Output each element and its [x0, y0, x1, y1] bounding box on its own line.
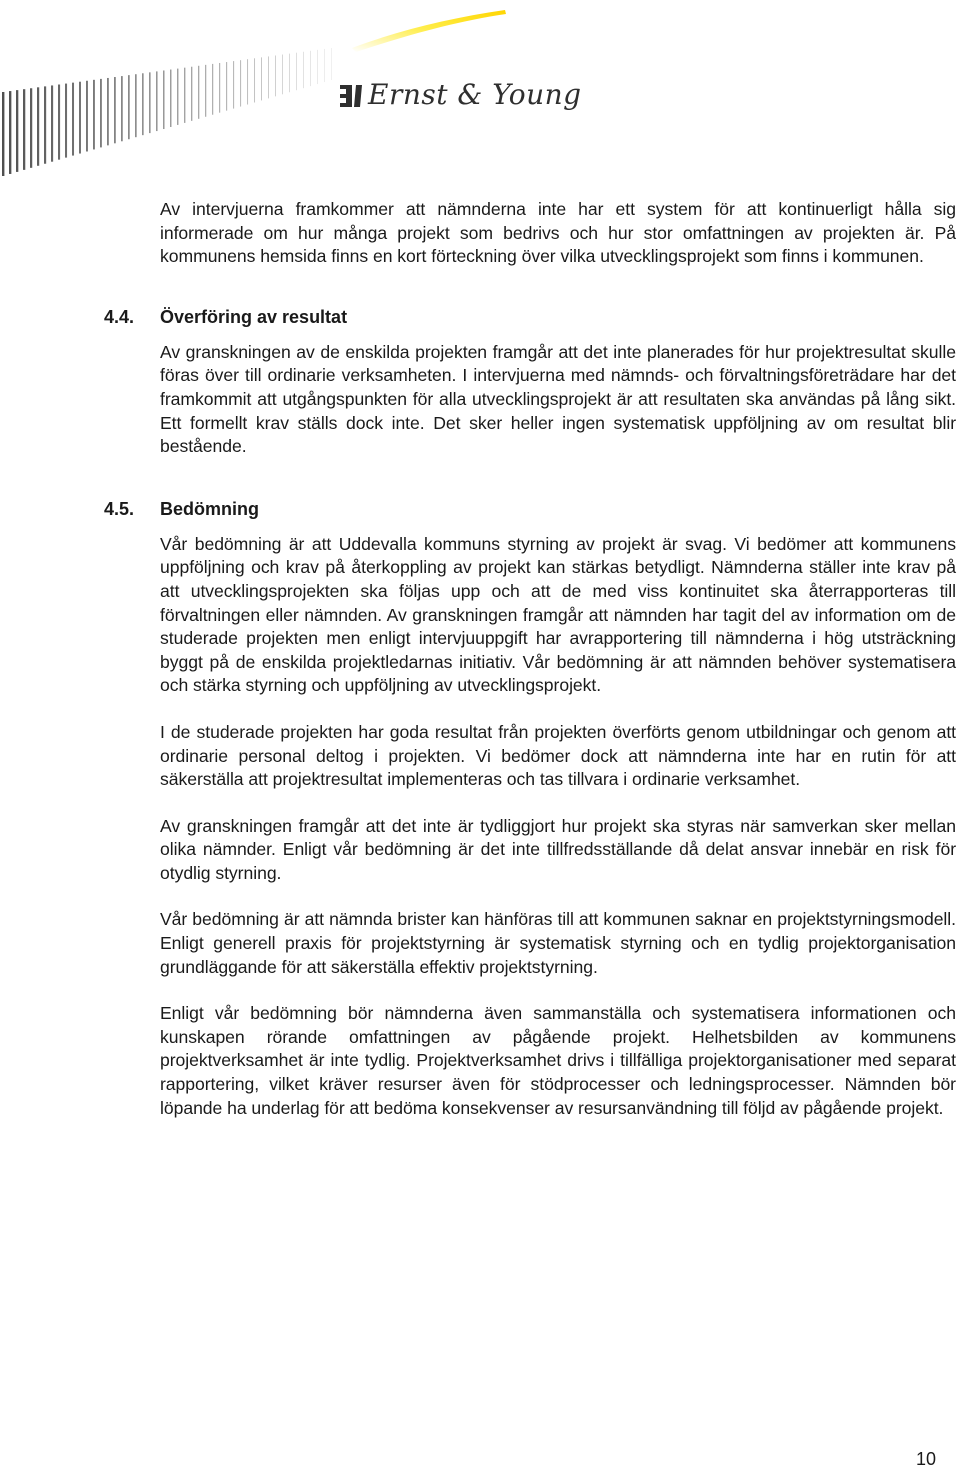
section-paragraph: Vår bedömning är att nämnda brister kan hänföras till att kommunen saknar en projektstyrningsmodell. Enligt generell praxis för projektstyrning är systematisk styrning och en tydlig projektorganisation grundläggande för att säkerställa effektiv projektstyrning. [160, 909, 956, 977]
section-number: 4.5. [104, 498, 135, 519]
section-4-4 [104, 305, 956, 459]
intro-paragraph: Av intervjuerna framkommer att nämnderna inte har ett system för att kontinuerligt hålla sig informerade om hur många projekt som bedrivs och hur stor omfattningen av projekten är. På kommunens hemsida finns en kort förteckning över vilka utvecklingsprojekt som finns i kommunen. [160, 199, 956, 267]
section-paragraph: Av granskningen framgår att det inte är tydliggjort hur projekt ska styras när samverkan sker mellan olika nämnder. Enligt vår bedömning är det inte tillfredsställande då delat ansvar innebär en risk för otydlig styrning. [160, 815, 956, 883]
section-number: 4.4. [104, 306, 135, 327]
page-header [0, 0, 960, 180]
section-heading [104, 497, 956, 521]
striped-bars-decoration [2, 48, 332, 176]
section-paragraph: Av granskningen av de enskilda projekten framgår att det inte planerades för hur projektresultat skulle föras över till ordinarie verksamheten. I intervjuerna med nämnds- och förvaltningsföreträdare har det framkommit att utgångspunkten för alla utvecklingsprojekt är att resultaten ska användas på lång sikt. Ett formellt krav ställs dock inte. Det sker heller ingen systematisk uppföljning av om resultat blir bestående. [160, 341, 956, 457]
section-title: Överföring av resultat [160, 306, 348, 327]
document-body [104, 198, 956, 1120]
section-paragraph: I de studerade projekten har goda resultat från projekten överförts genom utbildningar och genom att ordinarie personal deltog i projekten. Vi bedömer dock att nämnderna inte har en rutin för att säkerställa att projektresultat implementeras och tas tillvara i ordinarie verksamhet. [160, 721, 956, 790]
section-title: Bedömning [160, 498, 259, 519]
section-paragraph: Enligt vår bedömning bör nämnderna även sammanställa och systematisera informationen och kunskapen rörande omfattningen av pågående projekt. Helhetsbilden av kommunens projektverksamhet är inte tydlig. Projektverksamhet drivs i tillfälliga projektorganisationer med separat rapportering, vilket kräver resurser även för stödprocesser och ledningsprocesser. Nämnden bör löpande ha underlag för att bedöma konsekvenser av resursanvändning till följd av pågående projekt. [160, 1003, 956, 1118]
section-4-5 [104, 497, 956, 1120]
section-paragraph: Vår bedömning är att Uddevalla kommuns styrning av projekt är svag. Vi bedömer att kommunens uppföljning och krav på återkoppling av projekt kan stärkas betydligt. Nämnderna ställer inte krav på att utvecklingsprojekten ska följas upp och att de med viss kontinuitet ska återrapporteras till förvaltningen eller nämnden. Av granskningen framgår att nämnden har tagit del av information om de studerade projekten men enligt intervjuuppgift har avrapportering till nämnderna i hög utsträckning byggt på de enskilda projektledarnas initiativ. Vår bedömning är att nämnden behöver systematisera och stärka styrning och uppföljning av utvecklingsprojekt. [160, 533, 956, 696]
ey-logo-icon [340, 85, 362, 107]
ey-logo-text: Ernst & Young [368, 78, 582, 111]
page-number: 10 [916, 1449, 937, 1469]
section-heading [104, 305, 956, 329]
yellow-beam-decoration [352, 10, 506, 52]
